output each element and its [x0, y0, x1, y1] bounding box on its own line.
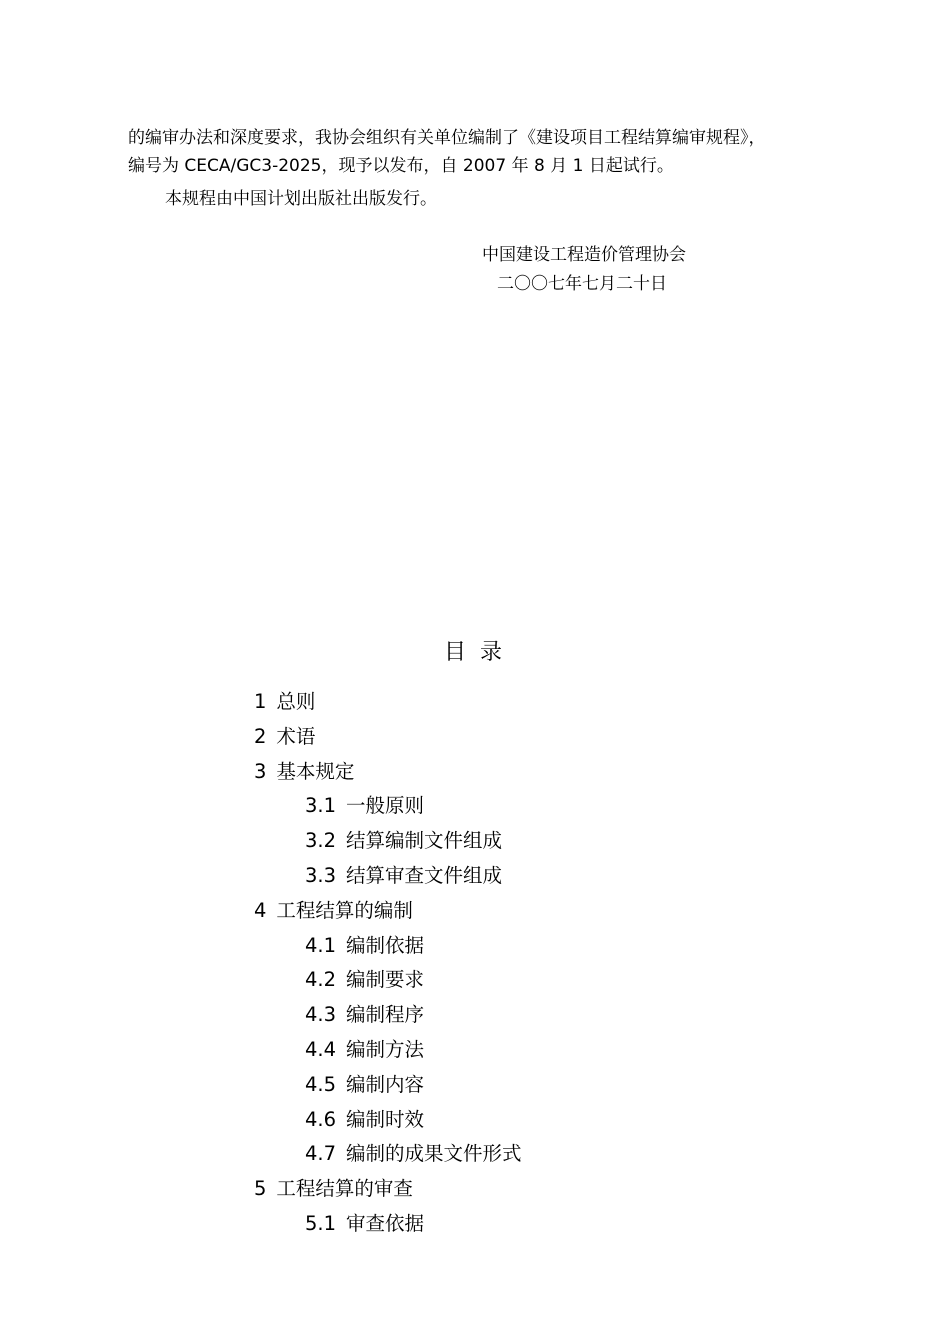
toc-entry-label: 编制时效: [346, 1107, 425, 1131]
toc-entry-number: 4.1: [305, 933, 337, 957]
toc-entry-number: 5: [254, 1177, 267, 1201]
toc-entry[interactable]: [0, 1207, 522, 1242]
toc-entry[interactable]: [0, 1137, 522, 1172]
body-paragraph-line: 编号为 CECA/GC3-2025，现予以发布，自 2007 年 8 月 1 日起试行。: [128, 156, 674, 176]
toc-entry-number: 3.3: [305, 863, 337, 887]
toc-entry-label: 工程结算的编制: [276, 898, 413, 922]
toc-entry-number: 3.2: [305, 829, 337, 853]
toc-entry-number: 4.3: [305, 1003, 337, 1027]
toc-entry-label: 编制内容: [346, 1072, 425, 1096]
toc-entry[interactable]: [0, 894, 522, 929]
toc-entry[interactable]: [0, 1103, 522, 1138]
toc-entry-number: 4.4: [305, 1037, 337, 1061]
toc-entry[interactable]: [0, 685, 522, 720]
body-paragraph-line: 的编审办法和深度要求，我协会组织有关单位编制了《建设项目工程结算编审规程》，: [128, 128, 766, 148]
toc-entry[interactable]: [0, 720, 522, 755]
toc-entry-number: 4.2: [305, 968, 337, 992]
toc-entry-label: 结算编制文件组成: [346, 829, 503, 853]
toc-entry-label: 总则: [276, 690, 316, 713]
toc-entry-number: 4.6: [305, 1107, 337, 1131]
body-paragraph: 本规程由中国计划出版社出版发行。: [165, 189, 437, 209]
toc-entry[interactable]: [0, 1033, 522, 1068]
toc-entry-label: 一般原则: [346, 794, 425, 818]
toc-entry[interactable]: [0, 789, 522, 824]
signature-date: 二〇〇七年七月二十日: [497, 274, 667, 294]
toc-entry-label: 编制要求: [346, 968, 425, 992]
toc-entry-label: 编制方法: [346, 1037, 425, 1061]
toc-entry[interactable]: [0, 1068, 522, 1103]
toc-entry[interactable]: [0, 998, 522, 1033]
toc-entry-label: 结算审查文件组成: [346, 863, 503, 887]
toc-entry-label: 基本规定: [276, 759, 355, 783]
toc-entry-label: 编制程序: [346, 1003, 425, 1027]
toc-entry-label: 术语: [276, 724, 316, 748]
toc-entry-number: 2: [254, 724, 267, 748]
toc-entry-number: 3: [254, 759, 267, 783]
toc-entry[interactable]: [0, 1172, 522, 1207]
toc-entry-label: 编制依据: [346, 933, 425, 957]
toc-entry-number: 3.1: [305, 794, 337, 818]
toc-entry-label: 编制的成果文件形式: [346, 1142, 522, 1166]
toc-entry-number: 4: [254, 898, 267, 922]
signature-organization: 中国建设工程造价管理协会: [482, 245, 686, 265]
toc-entry-number: 5.1: [305, 1211, 337, 1235]
table-of-contents: [0, 685, 522, 1242]
toc-entry[interactable]: [0, 824, 522, 859]
toc-entry[interactable]: [0, 963, 522, 998]
toc-entry[interactable]: [0, 859, 522, 894]
toc-entry-number: 4.7: [305, 1142, 337, 1166]
toc-entry-number: 1: [254, 690, 267, 713]
toc-title: 目录: [443, 640, 516, 666]
toc-entry[interactable]: [0, 755, 522, 790]
toc-entry-label: 工程结算的审查: [276, 1177, 413, 1201]
toc-entry[interactable]: [0, 929, 522, 964]
toc-entry-label: 审查依据: [346, 1211, 425, 1235]
toc-entry-number: 4.5: [305, 1072, 337, 1096]
